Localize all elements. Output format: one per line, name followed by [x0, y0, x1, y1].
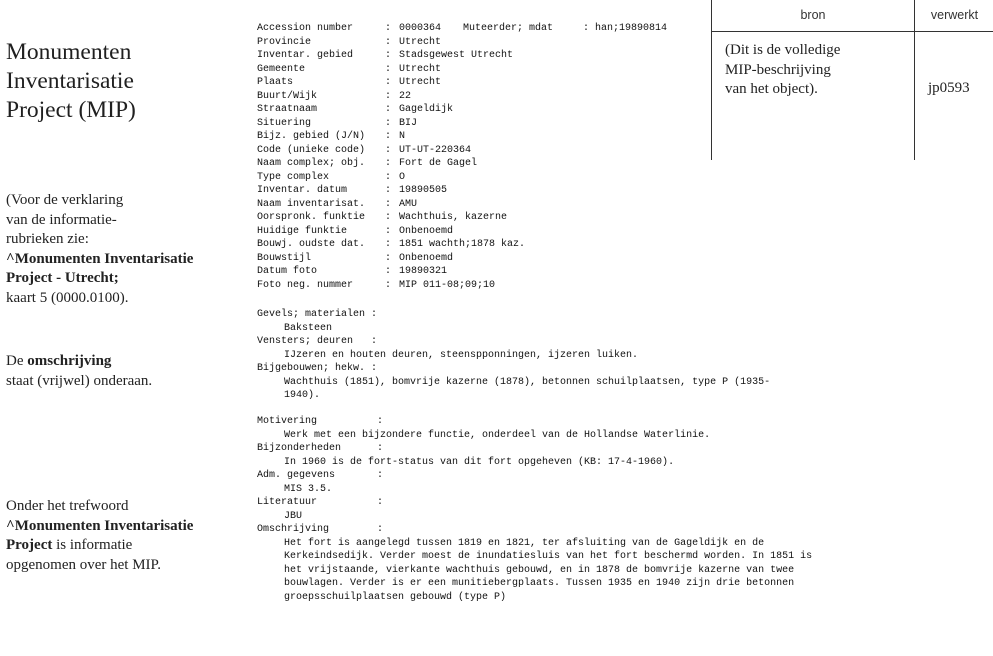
field-label: Bijz. gebied (J/N): [257, 131, 366, 142]
record-row: [257, 130, 717, 144]
record-row: [257, 63, 717, 77]
field-value: 1851 wachth;1878 kaz.: [399, 239, 526, 250]
field-separator: :: [385, 212, 392, 223]
field-label: Huidige funktie: [257, 225, 348, 237]
keyword-link-line[interactable]: ^Monumenten Inventarisatie: [6, 517, 194, 534]
field-value: Baksteen: [284, 322, 333, 334]
field-value: MIP 011-08;09;10: [399, 279, 496, 291]
field-label: Naam inventarisat.: [257, 198, 366, 210]
field-value: 0000364: [399, 23, 442, 34]
record-fields: [257, 22, 717, 292]
record-row: [257, 103, 717, 117]
field-value: Fort de Gagel: [399, 158, 478, 169]
field-value: Onbenoemd: [399, 252, 454, 264]
field-value: 19890321: [399, 266, 448, 277]
field-label: Gevels; materialen :: [257, 309, 378, 320]
field-value: N: [399, 131, 406, 142]
bron-text: [725, 41, 910, 100]
bron-line: van het object).: [725, 81, 818, 97]
note-text: staat (vrijwel) onderaan.: [6, 372, 153, 389]
record-row: [257, 90, 717, 104]
sidebar: [0, 0, 232, 656]
field-label: Oorspronk. funktie: [257, 212, 366, 223]
field-value: Utrecht: [399, 77, 442, 88]
field-value: IJzeren en houten deuren, steenspponningen, ijzeren luiken.: [284, 349, 639, 361]
column-divider: [914, 0, 915, 160]
field-value: Het fort is aangelegd tussen 1819 en 1821, ter afsluiting van de Gageldijk en de Kerkeindsedijk. Verder moest de inundatiesluis van het fort beschermd worden. In 1851 is het vrijstaande, vierkante wachthuis gebouwd, en in 1878 de bomvrije kazerne van twee bouwlagen. Verder is er een munitiebergplaats. Tussen 1935 en 1940 zijn drie betonnen groepsschuilplaatsen gebouwd (type P): [284, 537, 813, 603]
field-separator: :: [385, 36, 392, 48]
field-value: UT-UT-220364: [399, 144, 472, 156]
description-hint-note: [6, 352, 231, 391]
field-label: Bouwstijl: [257, 252, 312, 264]
source-box: [711, 0, 993, 160]
note-line: van de informatie-: [6, 211, 117, 228]
page-title: [6, 38, 228, 125]
record-row: [257, 184, 717, 198]
keyword-link-line[interactable]: Project: [6, 537, 53, 553]
field-separator: :: [385, 198, 392, 210]
field-value: Gageldijk: [399, 104, 454, 115]
field-separator: :: [385, 144, 392, 156]
mutation-info: Muteerder; mdat : han;19890814: [463, 23, 668, 34]
field-label: Situering: [257, 117, 312, 129]
field-label: Bijzonderheden :: [257, 443, 384, 454]
note-text: Onder het trefwoord: [6, 498, 129, 514]
field-label: Code (unieke code): [257, 144, 366, 156]
field-separator: :: [385, 131, 392, 142]
note-line: rubrieken zie:: [6, 231, 89, 247]
note-line: (Voor de verklaring: [6, 192, 124, 208]
field-separator: :: [385, 158, 392, 169]
record-row: [257, 252, 717, 266]
field-label: Inventar. gebied: [257, 50, 354, 61]
field-value: In 1960 is de fort-status van dit fort opgeheven (KB: 17-4-1960).: [284, 456, 675, 468]
field-value: 19890505: [399, 185, 448, 196]
field-separator: :: [385, 252, 392, 264]
field-separator: :: [385, 225, 392, 237]
reference-link-line[interactable]: ^Monumenten Inventarisatie: [6, 250, 194, 267]
record-row: [257, 144, 717, 158]
field-separator: :: [385, 77, 392, 88]
field-value: AMU: [399, 198, 418, 210]
field-value: BIJ: [399, 117, 418, 129]
field-value: Wachthuis, kazerne: [399, 212, 508, 223]
field-label: Bouwj. oudste dat.: [257, 239, 366, 250]
field-label: Bijgebouwen; hekw. :: [257, 363, 378, 374]
field-value: MIS 3.5.: [284, 483, 333, 495]
note-text: is informatie: [52, 537, 133, 553]
field-separator: :: [385, 171, 392, 183]
record-row: [257, 238, 717, 252]
field-separator: :: [385, 239, 392, 250]
note-text: opgenomen over het MIP.: [6, 556, 161, 573]
note-line: kaart 5 (0000.0100).: [6, 289, 129, 306]
field-value: JBU: [284, 510, 303, 522]
record-row: [257, 198, 717, 212]
field-label: Naam complex; obj.: [257, 158, 366, 169]
field-value: Onbenoemd: [399, 225, 454, 237]
field-separator: :: [385, 50, 392, 61]
record-row: [257, 22, 717, 36]
field-value: O: [399, 171, 406, 183]
field-separator: :: [385, 104, 392, 115]
title-line: Inventarisatie: [6, 68, 134, 94]
field-label: Foto neg. nummer: [257, 279, 354, 291]
field-label: Literatuur :: [257, 497, 384, 508]
record-row: [257, 265, 717, 279]
field-value: Stadsgewest Utrecht: [399, 50, 514, 61]
note-bold-text: omschrijving: [27, 353, 112, 369]
record-row: [257, 279, 717, 293]
record-row: [257, 171, 717, 185]
reference-link-line[interactable]: Project - Utrecht;: [6, 270, 119, 286]
record-row: [257, 49, 717, 63]
field-label: Datum foto: [257, 266, 318, 277]
reference-link[interactable]: [6, 250, 231, 270]
field-separator: :: [385, 279, 392, 291]
verwerkt-value: jp0593: [928, 80, 970, 96]
remarks-section: [257, 415, 817, 604]
field-value: Wachthuis (1851), bomvrije kazerne (1878), betonnen schuilplaatsen, type P (1935-1940).: [284, 376, 771, 401]
field-label: Buurt/Wijk: [257, 90, 318, 102]
header-divider: [712, 31, 993, 32]
legend-reference-note: [6, 191, 231, 308]
record-row: [257, 117, 717, 131]
record-row: [257, 76, 717, 90]
field-label: Plaats: [257, 77, 294, 88]
field-label: Motivering :: [257, 416, 384, 427]
title-line: Project (MIP): [6, 97, 136, 123]
field-label: Straatnaam: [257, 104, 318, 115]
field-value: Werk met een bijzondere functie, onderdeel van de Hollandse Waterlinie.: [284, 429, 711, 441]
field-label: Accession number: [257, 23, 354, 34]
field-label: Adm. gegevens :: [257, 470, 384, 481]
title-line: Monumenten: [6, 39, 132, 65]
bron-line: (Dit is de volledige: [725, 42, 841, 58]
field-separator: :: [385, 63, 392, 75]
description-section: [257, 308, 817, 403]
keyword-note: [6, 497, 231, 575]
record-row: [257, 225, 717, 239]
field-label: Provincie: [257, 36, 312, 48]
field-value: Utrecht: [399, 63, 442, 75]
field-value: 22: [399, 90, 412, 102]
field-separator: :: [385, 185, 392, 196]
field-separator: :: [385, 117, 392, 129]
field-value: Utrecht: [399, 36, 442, 48]
note-text: De: [6, 353, 28, 369]
field-label: Type complex: [257, 171, 330, 183]
field-label: Gemeente: [257, 63, 306, 75]
bron-line: MIP-beschrijving: [725, 61, 831, 78]
column-header-verwerkt: verwerkt: [930, 8, 979, 22]
field-separator: :: [385, 266, 392, 277]
field-label: Omschrijving :: [257, 524, 384, 535]
record-row: [257, 211, 717, 225]
field-label: Inventar. datum: [257, 185, 348, 196]
column-header-bron: bron: [800, 8, 826, 22]
record-row: [257, 157, 717, 171]
field-label: Vensters; deuren :: [257, 336, 378, 347]
record-row: [257, 36, 717, 50]
field-separator: :: [385, 23, 392, 34]
field-separator: :: [385, 90, 392, 102]
